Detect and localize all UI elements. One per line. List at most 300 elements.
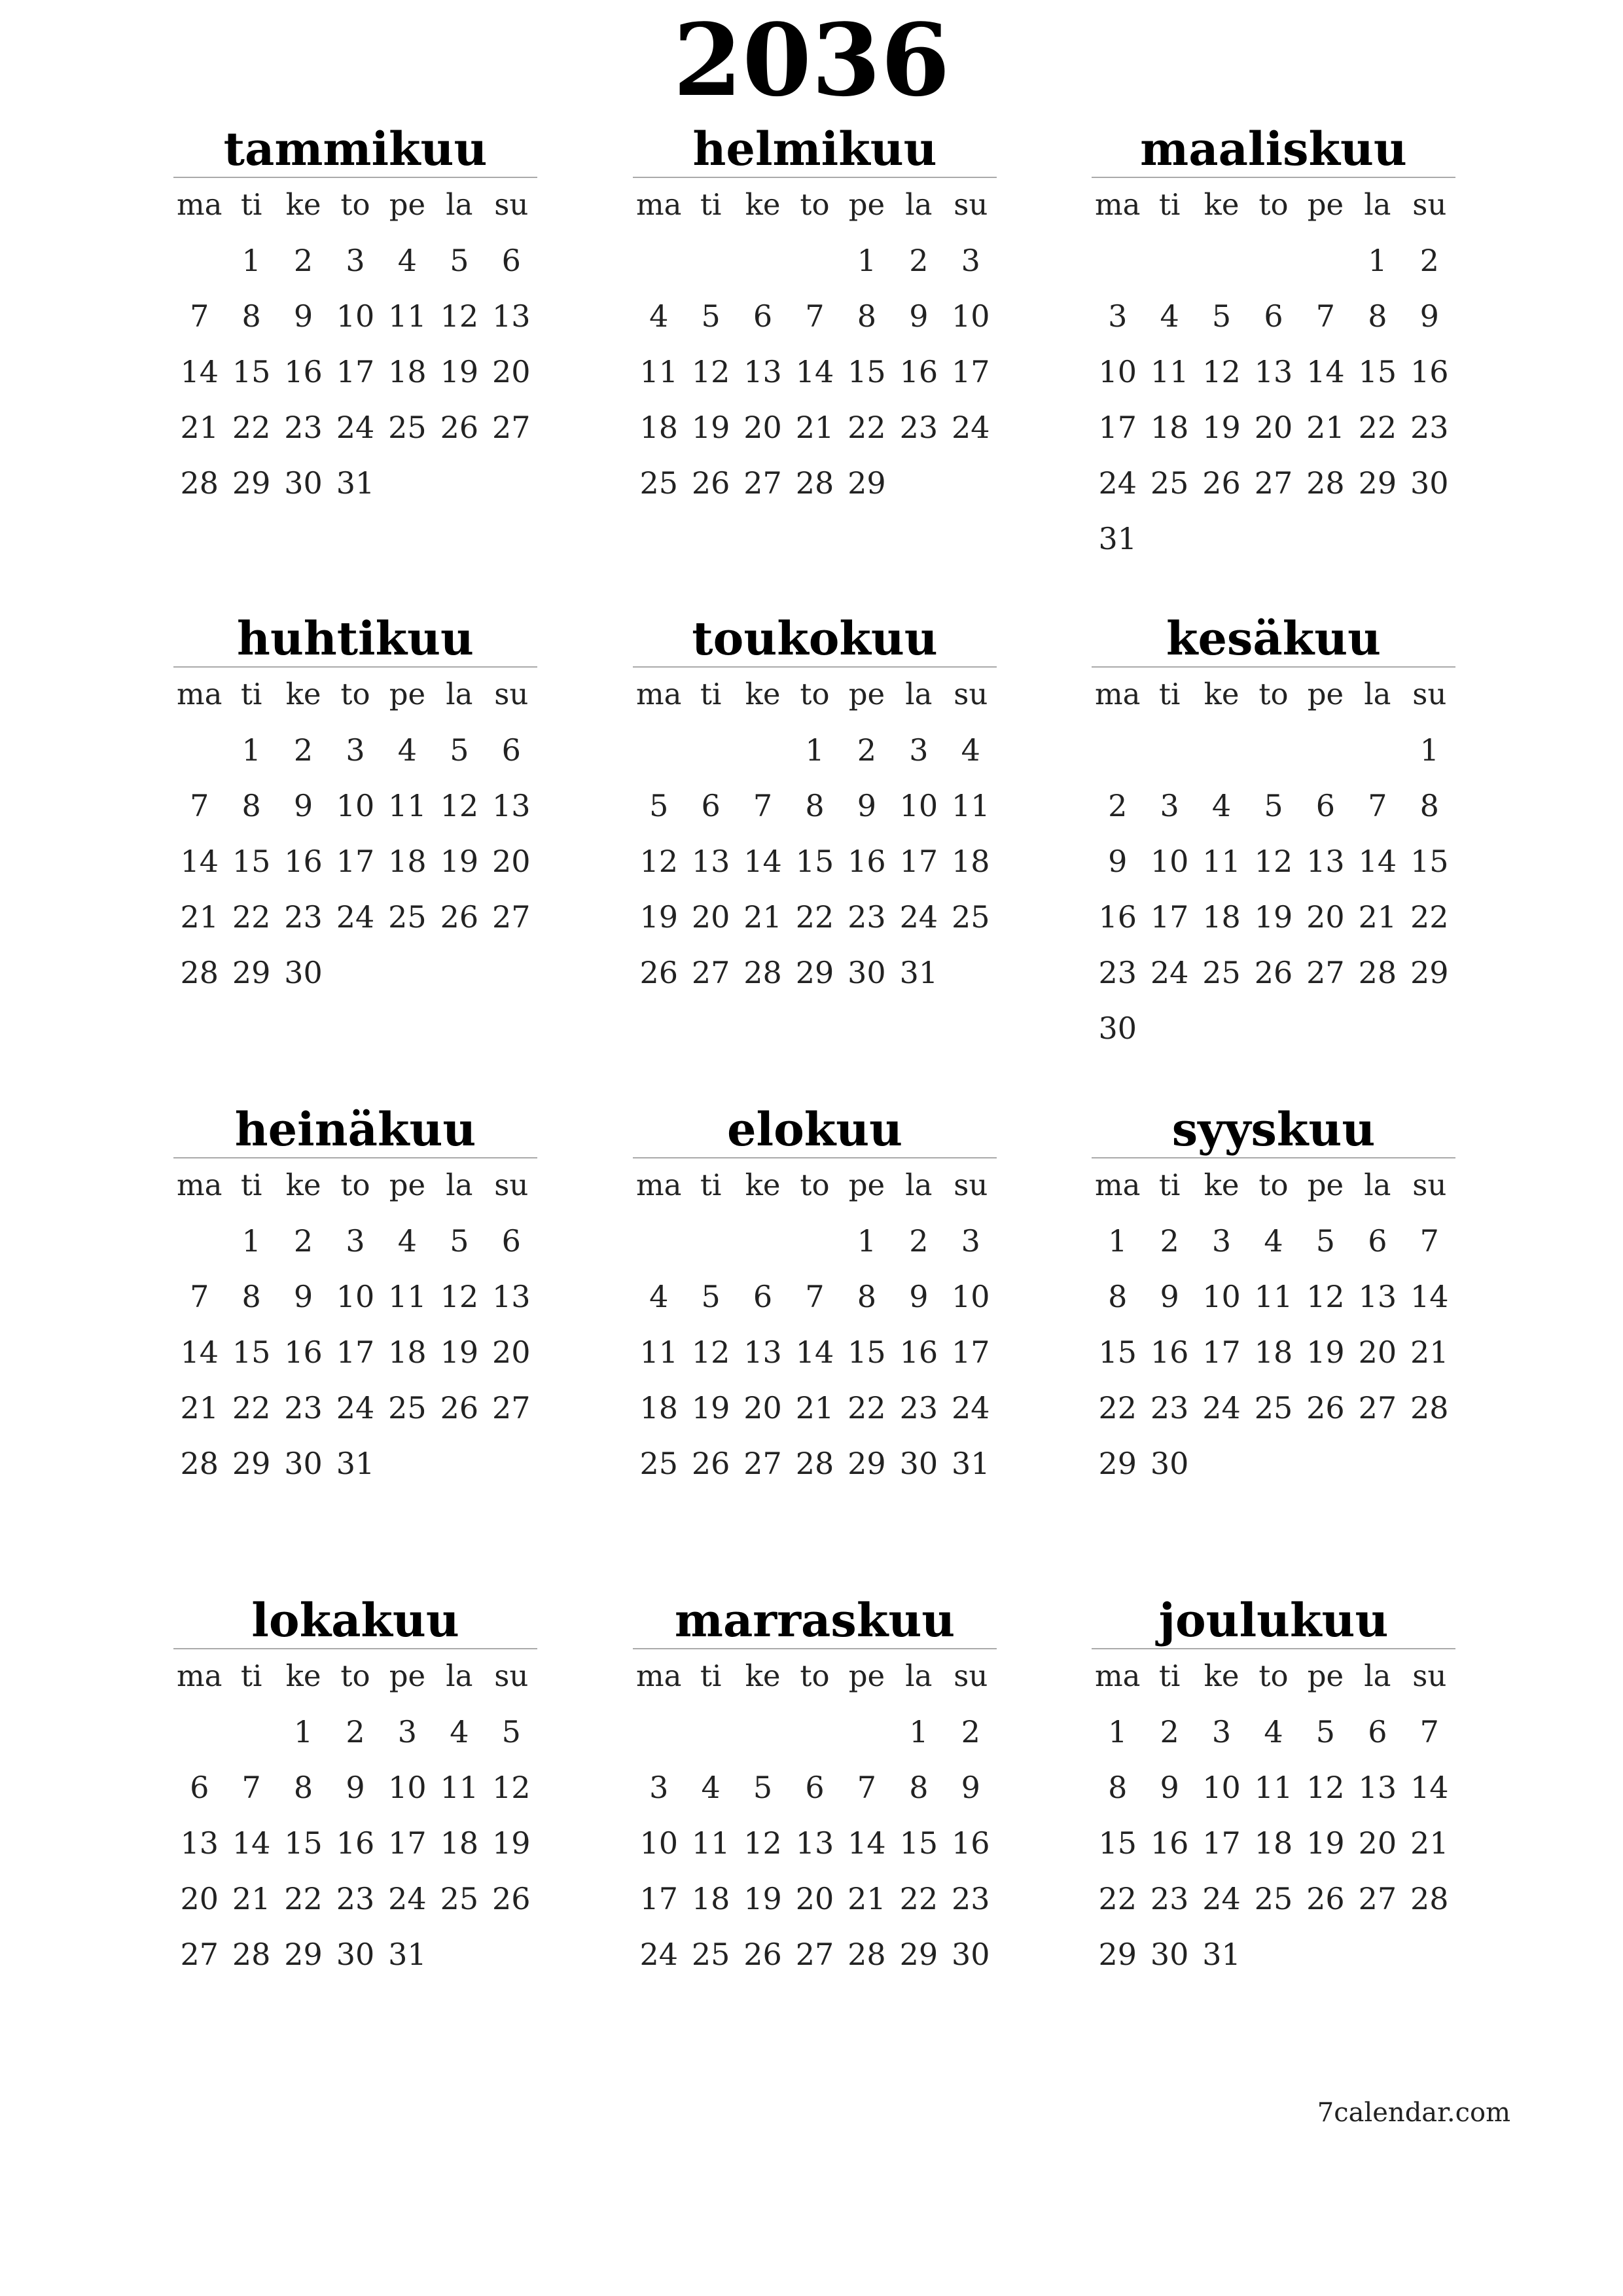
day-cell: 25 bbox=[388, 410, 427, 445]
day-cell: 7 bbox=[1315, 298, 1336, 334]
weekday-header: ti bbox=[240, 187, 262, 222]
weekday-header: to bbox=[1258, 187, 1289, 222]
day-cell: 4 bbox=[701, 1770, 721, 1805]
day-cell: 12 bbox=[639, 844, 678, 879]
day-cell: 21 bbox=[1358, 899, 1397, 935]
weekday-header: ke bbox=[745, 1659, 781, 1693]
day-cell: 10 bbox=[336, 1279, 375, 1314]
day-cell: 12 bbox=[1306, 1770, 1345, 1805]
empty-cell bbox=[789, 234, 840, 289]
day-cell: 26 bbox=[1306, 1881, 1345, 1916]
day-cell: 10 bbox=[639, 1825, 678, 1861]
day-cell: 15 bbox=[232, 354, 271, 389]
day-cell: 9 bbox=[1160, 1279, 1179, 1314]
day-cell: 16 bbox=[1150, 1825, 1189, 1861]
day-cell: 5 bbox=[501, 1714, 521, 1749]
day-cell: 25 bbox=[388, 1390, 427, 1426]
day-cell: 16 bbox=[284, 354, 323, 389]
month-8 bbox=[633, 1102, 997, 1492]
day-cell: 17 bbox=[336, 844, 375, 879]
weekday-header: pe bbox=[389, 1659, 426, 1693]
weekday-header: la bbox=[905, 677, 933, 711]
day-cell: 7 bbox=[1419, 1223, 1439, 1259]
month-6 bbox=[1092, 611, 1455, 1057]
day-cell: 1 bbox=[1368, 243, 1387, 278]
day-cell: 13 bbox=[1358, 1279, 1397, 1314]
day-cell: 11 bbox=[639, 1335, 678, 1370]
day-cell: 24 bbox=[1202, 1390, 1241, 1426]
day-cell: 26 bbox=[440, 899, 479, 935]
day-cell: 20 bbox=[492, 844, 531, 879]
day-cell: 6 bbox=[1264, 298, 1283, 334]
day-cell: 26 bbox=[440, 410, 479, 445]
day-cell: 3 bbox=[649, 1770, 669, 1805]
day-cell: 11 bbox=[1150, 354, 1189, 389]
day-cell: 30 bbox=[1150, 1937, 1189, 1972]
day-cell: 6 bbox=[190, 1770, 209, 1805]
day-cell: 10 bbox=[336, 298, 375, 334]
day-cell: 3 bbox=[1160, 788, 1179, 823]
weekday-header: ma bbox=[176, 187, 223, 222]
day-cell: 9 bbox=[293, 788, 313, 823]
weekday-header: ma bbox=[1094, 1659, 1141, 1693]
weekday-header: su bbox=[494, 677, 529, 711]
day-cell: 28 bbox=[232, 1937, 271, 1972]
empty-cell bbox=[173, 1705, 225, 1761]
day-cell: 7 bbox=[1368, 788, 1387, 823]
day-cell: 8 bbox=[241, 298, 261, 334]
day-cell: 22 bbox=[1098, 1390, 1137, 1426]
day-cell: 19 bbox=[691, 410, 730, 445]
empty-cell bbox=[633, 1214, 685, 1270]
empty-cell bbox=[685, 1705, 736, 1761]
day-cell: 20 bbox=[691, 899, 730, 935]
day-cell: 14 bbox=[180, 1335, 219, 1370]
day-cell: 26 bbox=[1306, 1390, 1345, 1426]
day-cell: 19 bbox=[440, 354, 479, 389]
month-4 bbox=[173, 611, 537, 1001]
empty-cell bbox=[173, 1214, 225, 1270]
weekday-header: su bbox=[1412, 677, 1447, 711]
day-cell: 29 bbox=[232, 465, 271, 501]
weekday-header: la bbox=[446, 187, 473, 222]
day-cell: 7 bbox=[753, 788, 773, 823]
day-cell: 5 bbox=[701, 298, 721, 334]
day-cell: 17 bbox=[639, 1881, 678, 1916]
day-cell: 15 bbox=[847, 354, 886, 389]
day-cell: 20 bbox=[1358, 1825, 1397, 1861]
day-cell: 9 bbox=[346, 1770, 365, 1805]
day-cell: 18 bbox=[1254, 1335, 1293, 1370]
day-cell: 17 bbox=[1150, 899, 1189, 935]
day-cell: 29 bbox=[899, 1937, 938, 1972]
day-grid bbox=[173, 178, 537, 512]
day-cell: 18 bbox=[1202, 899, 1241, 935]
day-cell: 1 bbox=[857, 243, 877, 278]
month-1 bbox=[173, 124, 537, 512]
day-cell: 6 bbox=[753, 298, 773, 334]
weekday-header: to bbox=[340, 187, 370, 222]
day-cell: 21 bbox=[743, 899, 782, 935]
day-grid bbox=[1092, 178, 1455, 567]
day-cell: 7 bbox=[190, 1279, 209, 1314]
day-cell: 2 bbox=[909, 243, 929, 278]
day-cell: 2 bbox=[1160, 1714, 1179, 1749]
day-cell: 15 bbox=[1098, 1335, 1137, 1370]
day-cell: 29 bbox=[847, 1446, 886, 1481]
day-cell: 6 bbox=[805, 1770, 825, 1805]
day-cell: 8 bbox=[293, 1770, 313, 1805]
day-cell: 17 bbox=[336, 1335, 375, 1370]
day-cell: 24 bbox=[1202, 1881, 1241, 1916]
site-credit: 7calendar.com bbox=[1317, 2098, 1510, 2128]
empty-cell bbox=[1300, 723, 1351, 779]
day-cell: 13 bbox=[1254, 354, 1293, 389]
day-cell: 10 bbox=[1150, 844, 1189, 879]
day-cell: 20 bbox=[1254, 410, 1293, 445]
day-cell: 25 bbox=[1254, 1881, 1293, 1916]
day-cell: 8 bbox=[241, 788, 261, 823]
weekday-header: to bbox=[800, 677, 830, 711]
day-cell: 18 bbox=[1254, 1825, 1293, 1861]
day-cell: 10 bbox=[336, 788, 375, 823]
day-cell: 18 bbox=[691, 1881, 730, 1916]
day-cell: 4 bbox=[397, 1223, 418, 1259]
empty-cell bbox=[789, 1705, 840, 1761]
day-cell: 5 bbox=[1315, 1223, 1336, 1259]
day-grid bbox=[173, 668, 537, 1001]
day-cell: 26 bbox=[440, 1390, 479, 1426]
month-name: elokuu bbox=[726, 1102, 903, 1157]
day-cell: 27 bbox=[1358, 1390, 1397, 1426]
day-cell: 2 bbox=[857, 732, 877, 768]
day-cell: 16 bbox=[1098, 899, 1137, 935]
day-cell: 2 bbox=[961, 1714, 980, 1749]
day-cell: 5 bbox=[1211, 298, 1232, 334]
day-cell: 15 bbox=[232, 1335, 271, 1370]
day-grid bbox=[1092, 1649, 1455, 1983]
day-cell: 27 bbox=[492, 1390, 531, 1426]
day-cell: 14 bbox=[795, 1335, 834, 1370]
day-cell: 9 bbox=[961, 1770, 980, 1805]
day-cell: 13 bbox=[1358, 1770, 1397, 1805]
day-cell: 29 bbox=[232, 1446, 271, 1481]
day-cell: 8 bbox=[909, 1770, 929, 1805]
day-cell: 30 bbox=[284, 1446, 323, 1481]
weekday-header: ma bbox=[176, 677, 223, 711]
weekday-header: la bbox=[446, 1659, 473, 1693]
weekday-header: ma bbox=[176, 1659, 223, 1693]
day-cell: 6 bbox=[1315, 788, 1336, 823]
day-cell: 23 bbox=[284, 899, 323, 935]
weekday-header: ke bbox=[285, 1168, 321, 1202]
day-cell: 9 bbox=[1419, 298, 1439, 334]
day-cell: 21 bbox=[180, 899, 219, 935]
day-cell: 13 bbox=[492, 788, 531, 823]
day-cell: 31 bbox=[336, 465, 375, 501]
day-cell: 25 bbox=[1150, 465, 1189, 501]
day-cell: 8 bbox=[805, 788, 825, 823]
day-cell: 10 bbox=[952, 298, 990, 334]
weekday-header: ti bbox=[1158, 1168, 1181, 1202]
weekday-header: su bbox=[494, 187, 529, 222]
day-cell: 13 bbox=[743, 1335, 782, 1370]
empty-cell bbox=[685, 723, 736, 779]
day-cell: 25 bbox=[639, 465, 678, 501]
day-cell: 20 bbox=[743, 410, 782, 445]
day-cell: 30 bbox=[336, 1937, 375, 1972]
weekday-header: su bbox=[954, 187, 988, 222]
day-cell: 10 bbox=[388, 1770, 427, 1805]
weekday-header: ke bbox=[745, 187, 781, 222]
day-cell: 11 bbox=[388, 788, 427, 823]
day-cell: 7 bbox=[190, 788, 209, 823]
empty-cell bbox=[1196, 234, 1247, 289]
day-cell: 3 bbox=[961, 243, 980, 278]
day-cell: 2 bbox=[293, 732, 313, 768]
day-cell: 18 bbox=[388, 354, 427, 389]
day-cell: 19 bbox=[1306, 1335, 1345, 1370]
day-cell: 29 bbox=[284, 1937, 323, 1972]
month-11 bbox=[633, 1593, 997, 1983]
weekday-header: ke bbox=[1204, 1168, 1240, 1202]
weekday-header: ke bbox=[285, 677, 321, 711]
day-cell: 5 bbox=[701, 1279, 721, 1314]
day-cell: 31 bbox=[952, 1446, 990, 1481]
day-cell: 27 bbox=[492, 410, 531, 445]
empty-cell bbox=[841, 1705, 893, 1761]
day-cell: 25 bbox=[639, 1446, 678, 1481]
day-cell: 12 bbox=[440, 788, 479, 823]
day-cell: 29 bbox=[1098, 1937, 1137, 1972]
day-cell: 10 bbox=[1202, 1279, 1241, 1314]
day-cell: 12 bbox=[1202, 354, 1241, 389]
day-cell: 27 bbox=[492, 899, 531, 935]
day-cell: 25 bbox=[388, 899, 427, 935]
month-name: maaliskuu bbox=[1140, 122, 1407, 176]
day-cell: 30 bbox=[952, 1937, 990, 1972]
year-title: 2036 bbox=[673, 1, 950, 118]
day-cell: 11 bbox=[1202, 844, 1241, 879]
weekday-header: ma bbox=[635, 187, 682, 222]
day-cell: 15 bbox=[847, 1335, 886, 1370]
month-name: marraskuu bbox=[674, 1593, 955, 1647]
weekday-header: ma bbox=[1094, 187, 1141, 222]
weekday-header: su bbox=[954, 1659, 988, 1693]
weekday-header: pe bbox=[1307, 1659, 1344, 1693]
day-cell: 28 bbox=[1410, 1390, 1449, 1426]
day-cell: 24 bbox=[1098, 465, 1137, 501]
day-cell: 11 bbox=[1254, 1279, 1293, 1314]
day-cell: 30 bbox=[284, 955, 323, 990]
weekday-header: pe bbox=[1307, 1168, 1344, 1202]
day-cell: 6 bbox=[753, 1279, 773, 1314]
weekday-header: ti bbox=[240, 677, 262, 711]
day-cell: 31 bbox=[388, 1937, 427, 1972]
empty-cell bbox=[1143, 723, 1195, 779]
day-cell: 12 bbox=[691, 354, 730, 389]
day-cell: 28 bbox=[180, 955, 219, 990]
weekday-header: su bbox=[494, 1659, 529, 1693]
day-cell: 15 bbox=[795, 844, 834, 879]
day-cell: 22 bbox=[232, 1390, 271, 1426]
day-cell: 8 bbox=[1108, 1279, 1128, 1314]
day-cell: 21 bbox=[1410, 1335, 1449, 1370]
day-cell: 27 bbox=[1254, 465, 1293, 501]
day-cell: 24 bbox=[336, 1390, 375, 1426]
day-cell: 4 bbox=[1264, 1714, 1283, 1749]
day-cell: 16 bbox=[952, 1825, 990, 1861]
day-cell: 16 bbox=[847, 844, 886, 879]
day-cell: 27 bbox=[743, 465, 782, 501]
day-cell: 31 bbox=[336, 1446, 375, 1481]
day-cell: 11 bbox=[691, 1825, 730, 1861]
weekday-header: pe bbox=[848, 187, 885, 222]
weekday-header: to bbox=[1258, 1659, 1289, 1693]
day-cell: 9 bbox=[909, 1279, 929, 1314]
day-cell: 19 bbox=[492, 1825, 531, 1861]
day-cell: 26 bbox=[1254, 955, 1293, 990]
day-cell: 19 bbox=[440, 844, 479, 879]
day-cell: 7 bbox=[857, 1770, 877, 1805]
day-cell: 30 bbox=[1150, 1446, 1189, 1481]
day-cell: 2 bbox=[909, 1223, 929, 1259]
weekday-header: su bbox=[494, 1168, 529, 1202]
day-cell: 18 bbox=[639, 410, 678, 445]
day-cell: 29 bbox=[1098, 1446, 1137, 1481]
day-cell: 10 bbox=[952, 1279, 990, 1314]
day-cell: 20 bbox=[492, 1335, 531, 1370]
empty-cell bbox=[685, 234, 736, 289]
month-name: helmikuu bbox=[692, 122, 937, 176]
day-cell: 8 bbox=[857, 1279, 877, 1314]
day-cell: 24 bbox=[952, 1390, 990, 1426]
day-cell: 4 bbox=[397, 732, 418, 768]
day-cell: 28 bbox=[1358, 955, 1397, 990]
day-cell: 28 bbox=[180, 465, 219, 501]
day-cell: 4 bbox=[397, 243, 418, 278]
day-cell: 23 bbox=[899, 1390, 938, 1426]
day-cell: 13 bbox=[180, 1825, 219, 1861]
day-cell: 21 bbox=[1306, 410, 1345, 445]
day-cell: 28 bbox=[795, 465, 834, 501]
weekday-header: la bbox=[1364, 187, 1391, 222]
day-cell: 31 bbox=[899, 955, 938, 990]
day-cell: 21 bbox=[180, 1390, 219, 1426]
day-cell: 22 bbox=[284, 1881, 323, 1916]
day-cell: 16 bbox=[284, 1335, 323, 1370]
day-cell: 12 bbox=[492, 1770, 531, 1805]
day-cell: 11 bbox=[952, 788, 990, 823]
day-cell: 28 bbox=[180, 1446, 219, 1481]
day-cell: 27 bbox=[1306, 955, 1345, 990]
day-cell: 4 bbox=[1160, 298, 1179, 334]
month-name: toukokuu bbox=[692, 611, 938, 666]
empty-cell bbox=[225, 1705, 277, 1761]
day-cell: 27 bbox=[180, 1937, 219, 1972]
day-cell: 14 bbox=[1410, 1770, 1449, 1805]
day-cell: 14 bbox=[847, 1825, 886, 1861]
day-cell: 23 bbox=[952, 1881, 990, 1916]
month-12 bbox=[1092, 1593, 1455, 1983]
day-cell: 13 bbox=[492, 1279, 531, 1314]
day-cell: 11 bbox=[440, 1770, 479, 1805]
day-cell: 1 bbox=[241, 732, 261, 768]
day-cell: 6 bbox=[501, 732, 521, 768]
weekday-header: ma bbox=[635, 1168, 682, 1202]
weekday-header: to bbox=[1258, 1168, 1289, 1202]
day-cell: 28 bbox=[795, 1446, 834, 1481]
month-5 bbox=[633, 611, 997, 1001]
day-cell: 24 bbox=[952, 410, 990, 445]
day-cell: 3 bbox=[1211, 1714, 1232, 1749]
day-cell: 9 bbox=[293, 298, 313, 334]
day-cell: 1 bbox=[241, 243, 261, 278]
weekday-header: ti bbox=[240, 1168, 262, 1202]
day-cell: 15 bbox=[232, 844, 271, 879]
day-cell: 19 bbox=[440, 1335, 479, 1370]
day-cell: 27 bbox=[795, 1937, 834, 1972]
day-cell: 8 bbox=[857, 298, 877, 334]
weekday-header: su bbox=[1412, 187, 1447, 222]
day-grid bbox=[633, 1158, 997, 1492]
day-cell: 1 bbox=[857, 1223, 877, 1259]
weekday-header: pe bbox=[848, 1168, 885, 1202]
day-cell: 11 bbox=[388, 1279, 427, 1314]
day-cell: 1 bbox=[1108, 1714, 1128, 1749]
day-cell: 22 bbox=[1410, 899, 1449, 935]
day-cell: 26 bbox=[639, 955, 678, 990]
day-cell: 29 bbox=[232, 955, 271, 990]
day-cell: 7 bbox=[805, 298, 825, 334]
month-name: heinäkuu bbox=[234, 1102, 476, 1157]
day-cell: 17 bbox=[1098, 410, 1137, 445]
day-cell: 6 bbox=[1368, 1223, 1387, 1259]
day-cell: 20 bbox=[1358, 1335, 1397, 1370]
day-cell: 21 bbox=[232, 1881, 271, 1916]
day-cell: 19 bbox=[743, 1881, 782, 1916]
day-cell: 21 bbox=[180, 410, 219, 445]
month-10 bbox=[173, 1593, 537, 1983]
weekday-header: to bbox=[1258, 677, 1289, 711]
day-cell: 13 bbox=[492, 298, 531, 334]
day-cell: 31 bbox=[1098, 521, 1137, 556]
day-grid bbox=[1092, 668, 1455, 1057]
weekday-header: ti bbox=[1158, 677, 1181, 711]
empty-cell bbox=[737, 234, 789, 289]
day-cell: 24 bbox=[388, 1881, 427, 1916]
empty-cell bbox=[1092, 234, 1143, 289]
day-cell: 10 bbox=[1202, 1770, 1241, 1805]
day-cell: 4 bbox=[450, 1714, 469, 1749]
day-cell: 19 bbox=[1202, 410, 1241, 445]
day-cell: 16 bbox=[1150, 1335, 1189, 1370]
day-cell: 7 bbox=[1419, 1714, 1439, 1749]
day-cell: 21 bbox=[795, 1390, 834, 1426]
day-cell: 24 bbox=[1150, 955, 1189, 990]
day-cell: 20 bbox=[1306, 899, 1345, 935]
weekday-header: su bbox=[1412, 1659, 1447, 1693]
day-cell: 3 bbox=[1108, 298, 1128, 334]
month-7 bbox=[173, 1102, 537, 1492]
weekday-header: pe bbox=[1307, 187, 1344, 222]
day-cell: 3 bbox=[346, 243, 365, 278]
empty-cell bbox=[737, 723, 789, 779]
day-cell: 17 bbox=[388, 1825, 427, 1861]
weekday-header: to bbox=[800, 1168, 830, 1202]
day-cell: 5 bbox=[450, 732, 469, 768]
day-cell: 25 bbox=[440, 1881, 479, 1916]
